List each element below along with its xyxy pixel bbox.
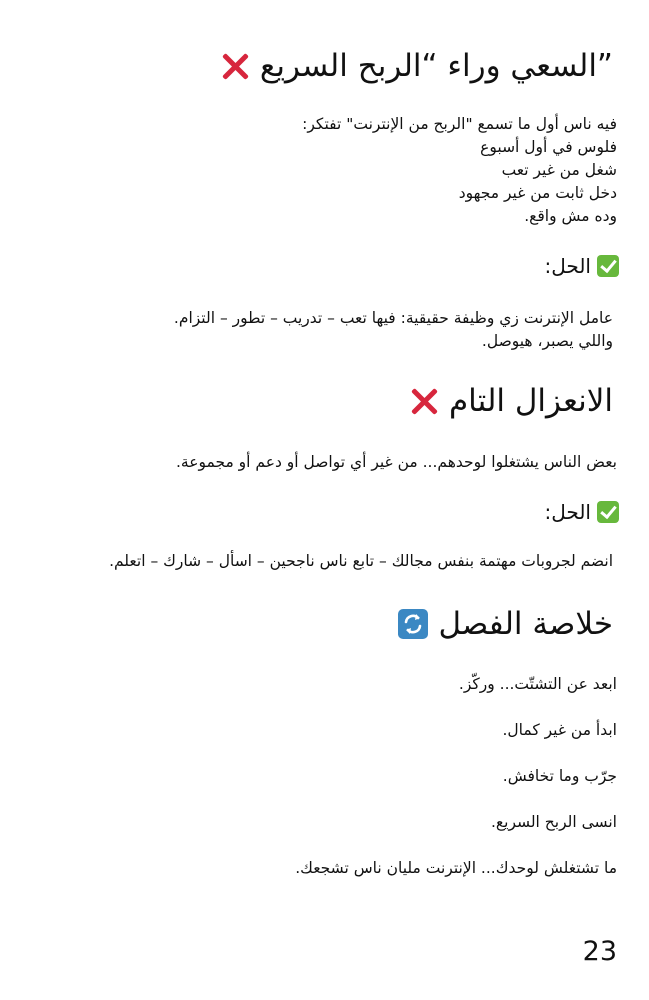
summary-heading [398,604,613,644]
section-1-solution-text: الحل: [544,254,591,278]
page-number: 23 [582,936,617,967]
section-2-solution-body [109,550,613,573]
section-2-line-1: بعض الناس يشتغلوا لوحدهم... من غير أي تواصل أو دعم أو مجموعة. [175,453,617,471]
section-1-solution-line-1: عامل الإنترنت زي وظيفة حقيقية: فيها تعب – تدريب – تطور – التزام. [173,309,613,327]
summary-point-2: ابدأ من غير كمال. [502,721,617,739]
summary-point-5: ما تشتغلش لوحدك... الإنترنت مليان ناس تشجعك. [295,859,617,877]
check-mark-icon [597,501,619,523]
cross-mark-icon [220,51,250,81]
section-1-line-1: فيه ناس أول ما تسمع "الربح من الإنترنت" تفتكر: [302,115,617,133]
check-mark-icon [597,255,619,277]
section-1-solution-body [174,307,613,353]
section-1-heading-text: ”السعي وراء “الربح السريع [259,48,613,84]
repeat-icon [398,609,428,639]
section-2-solution-line-1: انضم لجروبات مهتمة بنفس مجالك – تابع ناس ناجحين – اسأل – شارك – اتعلم. [109,552,613,570]
cross-mark-icon [409,386,439,416]
section-1-line-5: وده مش واقع. [524,207,617,225]
section-2-heading-text: الانعزال التام [448,383,613,419]
section-1-heading [220,46,613,86]
summary-point-4: انسى الربح السريع. [490,813,617,831]
section-2-body [176,451,617,474]
summary-point-3: جرّب وما تخافش. [502,767,617,785]
section-2-solution-text: الحل: [544,500,591,524]
section-1-line-2: فلوس في أول أسبوع [480,138,617,156]
section-1-solution-label [545,252,619,280]
section-2-heading [409,381,613,421]
section-2-solution-label [545,498,619,526]
summary-point-1: ابعد عن التشتّت... وركّز. [458,675,617,693]
section-1-line-4: دخل ثابت من غير مجهود [458,184,617,202]
summary-heading-text: خلاصة الفصل [438,606,613,642]
section-1-line-3: شغل من غير تعب [501,161,617,179]
section-1-solution-line-2: واللي يصبر، هيوصل. [481,332,613,350]
section-1-body [302,113,617,228]
